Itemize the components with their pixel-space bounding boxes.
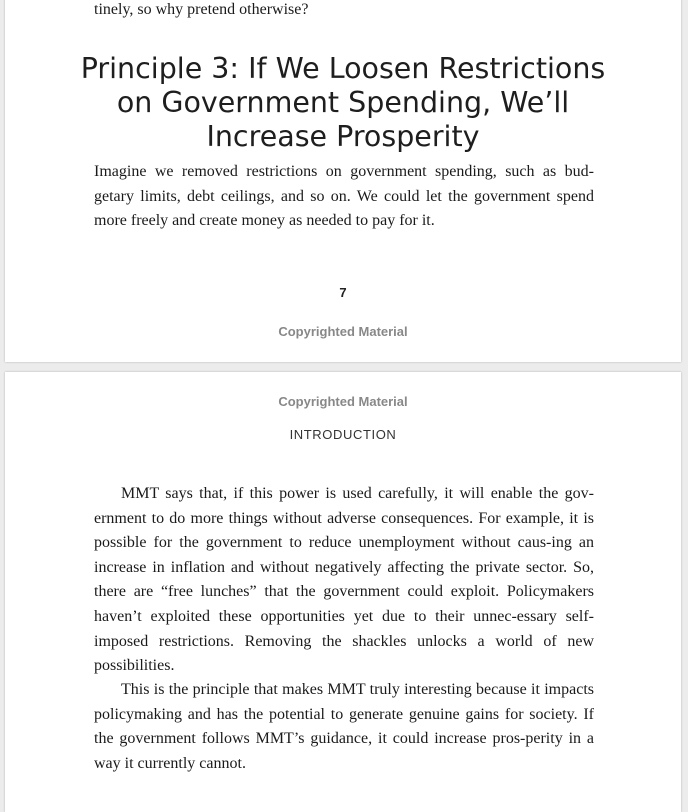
page-number: 7 — [339, 285, 347, 300]
body-paragraph: MMT says that, if this power is used carefully, it will enable the gov-ernment to do more things without adverse consequences. For example, it is possible for the government to reduce unemployment without caus-ing an increase in inflation and without negatively affecting the private sector. So, there are “free lunches” that the government could exploit. Policymakers haven’t exploited these opportunities yet due to their unnec-essary self-imposed restrictions. Removing the shackles unlocks a world of new possibilities. — [94, 485, 594, 675]
running-header: INTRODUCTION — [289, 427, 397, 442]
book-page-7 — [5, 0, 681, 362]
section-paragraph: Imagine we removed restrictions on government spending, such as bud-getary limits, debt ceilings, and so on. We could let the government spend more freely and create money as needed to pay for it. — [94, 163, 594, 230]
section-heading: Principle 3: If We Loosen Restrictions on Government Spending, We’ll Increase Prosperity — [80, 52, 606, 153]
book-page-8 — [5, 372, 681, 812]
copyright-header: Copyrighted Material — [278, 394, 408, 409]
continued-text-line: tinely, so why pretend otherwise? — [94, 1, 309, 18]
body-paragraph: This is the principle that makes MMT truly interesting because it impacts policymaking and has the potential to generate genuine gains for society. If the government follows MMT’s guidance, it could increase pros-perity in a way it currently cannot. — [94, 681, 594, 772]
copyright-footer: Copyrighted Material — [278, 324, 408, 339]
